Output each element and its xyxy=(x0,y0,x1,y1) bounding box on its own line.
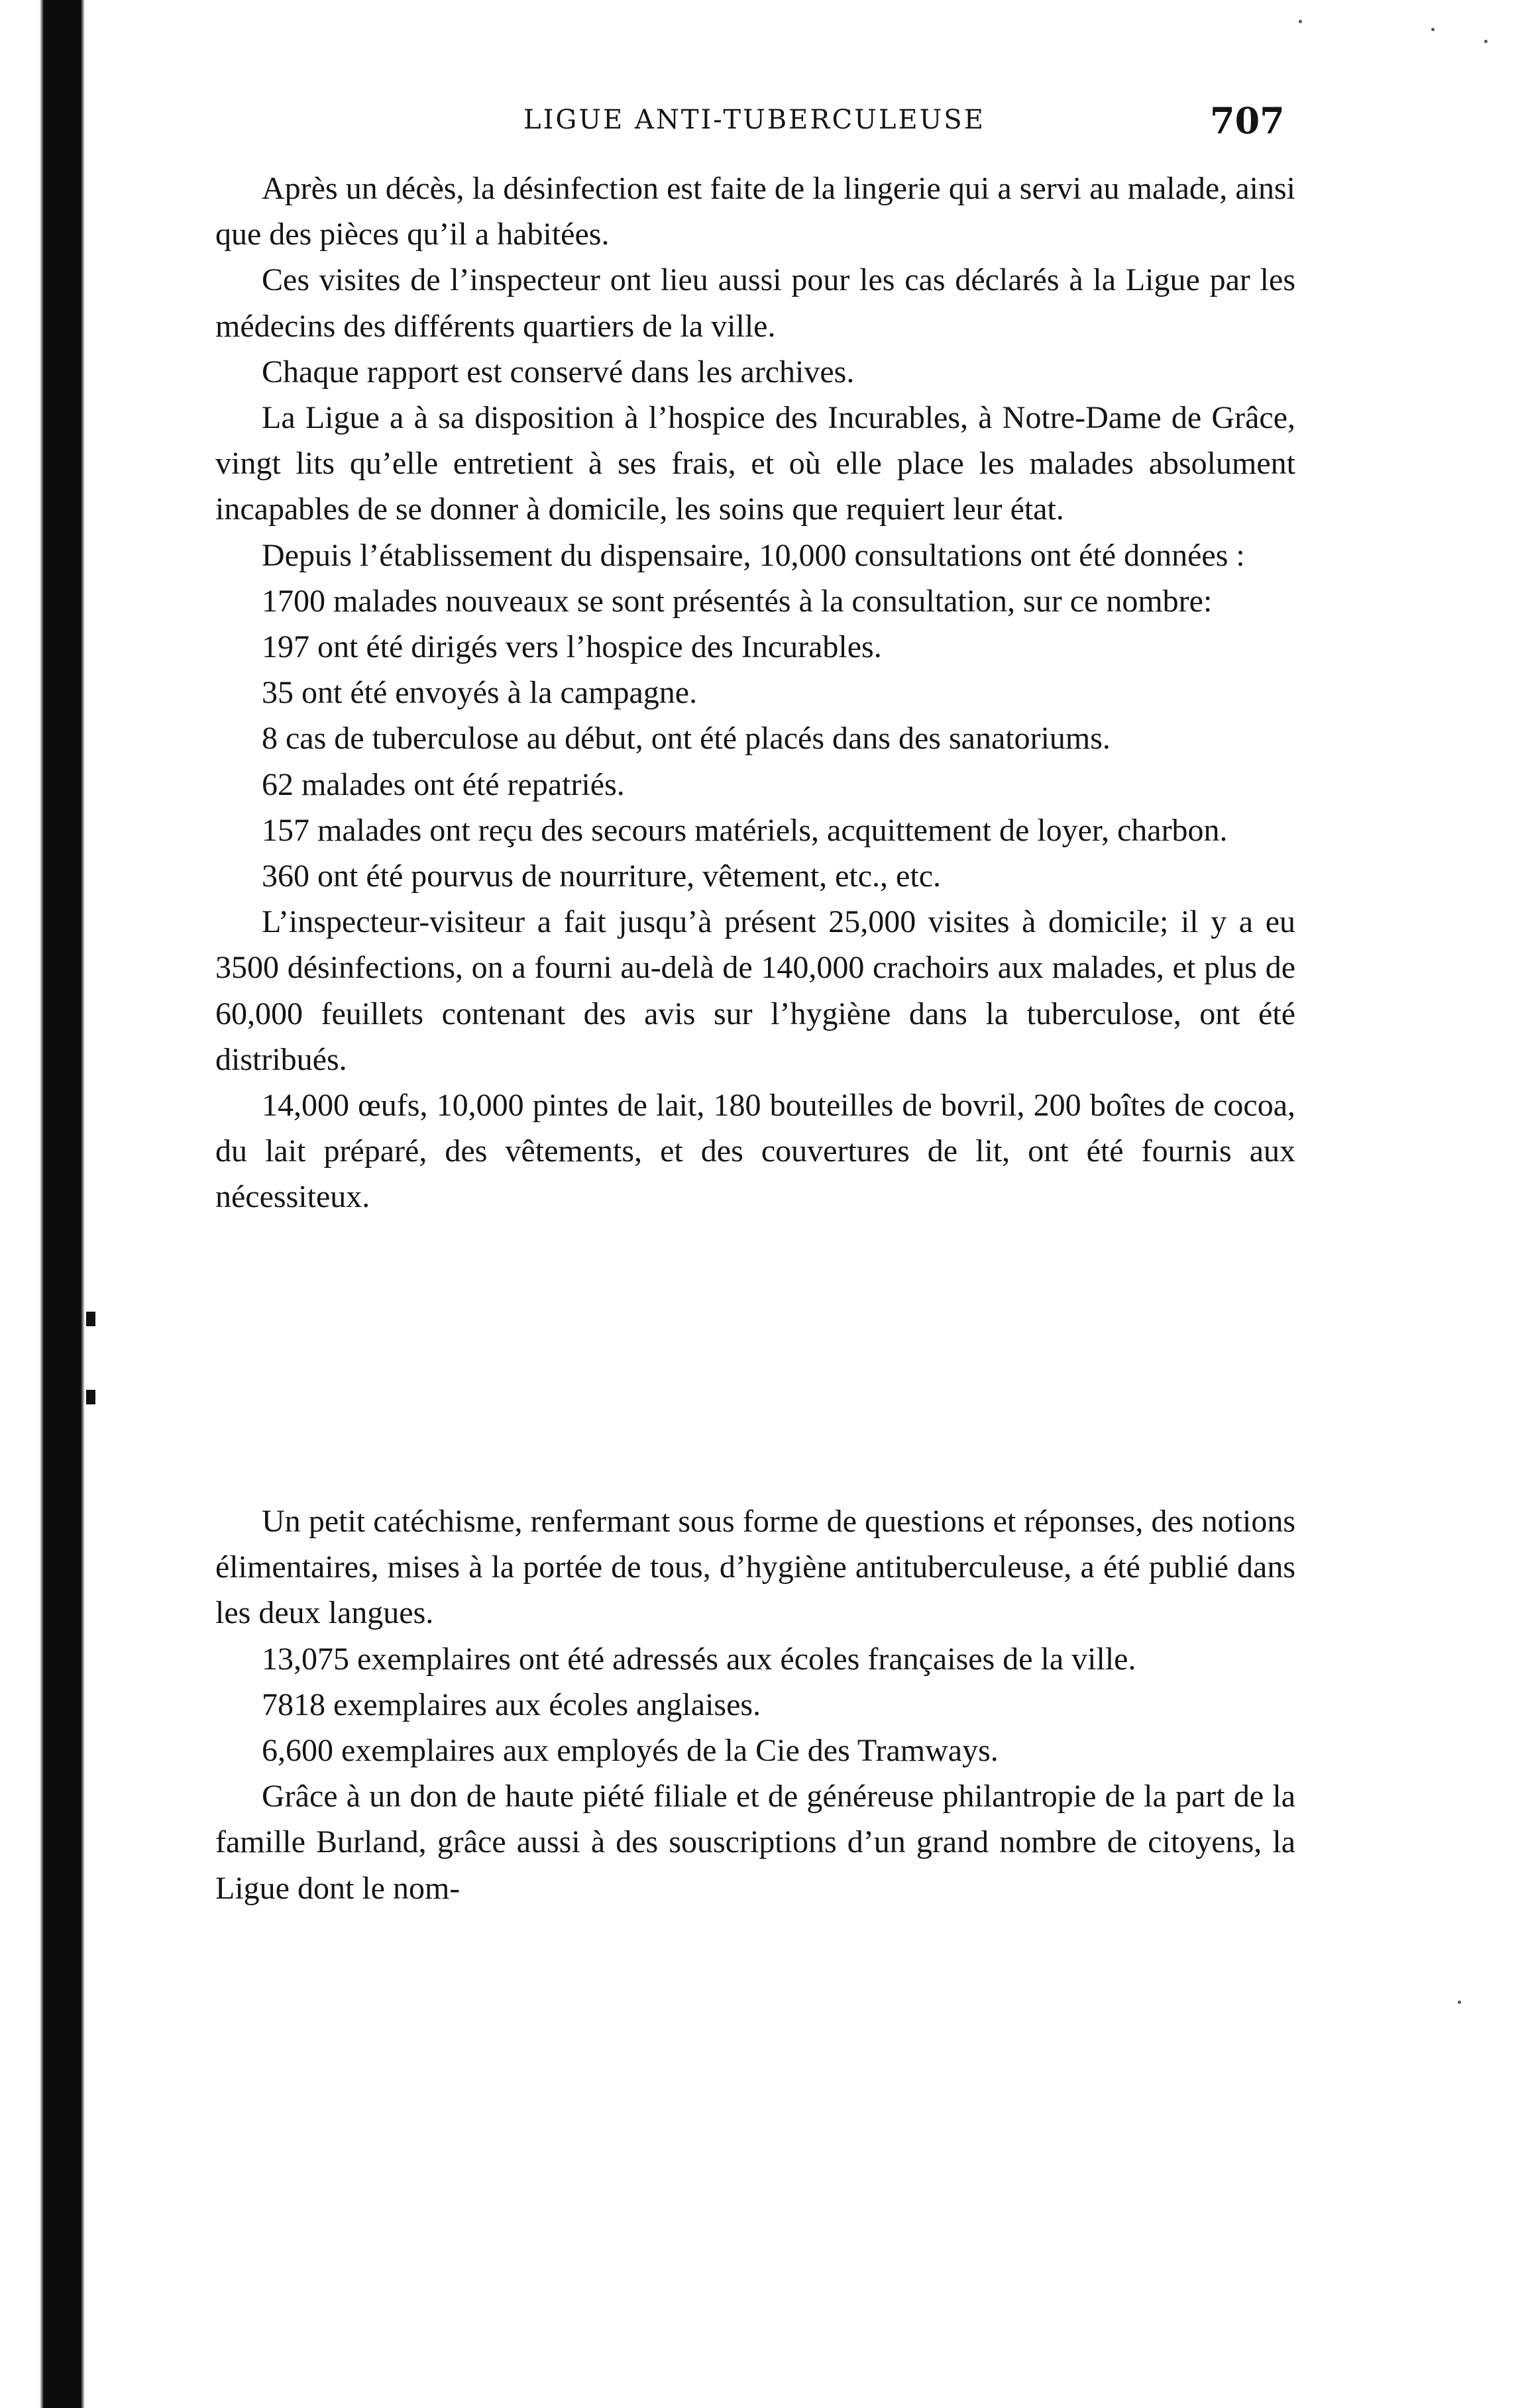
page-number: 707 xyxy=(1210,99,1285,142)
paragraph: 1700 malades nouveaux se sont présentés à la consultation, sur ce nombre: xyxy=(262,583,1213,619)
paragraph: 360 ont été pourvus de nourriture, vêtement, etc., etc. xyxy=(262,859,941,894)
paragraph: 157 malades ont reçu des secours matériels, acquittement de loyer, charbon. xyxy=(262,812,1228,848)
running-head: LIGUE ANTI-TUBERCULEUSE xyxy=(523,105,985,135)
paragraph: La Ligue a à sa disposition à l’hospice des Incurables, à Notre-Dame de Grâce, vingt lits qu’elle entretient à ses frais, et où elle place les malades absolument incapables de se donner à domicile, les soins que requiert leur état. xyxy=(215,400,1295,527)
paragraph: Après un décès, la désinfection est faite de la lingerie qui a servi au malade, ainsi que des pièces qu’il a habitées. xyxy=(215,171,1295,252)
binding-mark xyxy=(86,1312,95,1326)
paragraph: 197 ont été dirigés vers l’hospice des Incurables. xyxy=(262,629,882,665)
paragraph: 62 malades ont été repatriés. xyxy=(262,766,625,802)
body-text xyxy=(215,166,1295,1220)
paragraph: 14,000 œufs, 10,000 pintes de lait, 180 bouteilles de bovril, 200 boîtes de cocoa, du lait préparé, des vêtements, et des couvertures de lit, ont été fournis aux nécessiteux. xyxy=(215,1088,1295,1215)
paragraph: 7818 exemplaires aux écoles anglaises. xyxy=(262,1687,761,1722)
binding-mark xyxy=(86,1390,95,1404)
paragraph: 6,600 exemplaires aux employés de la Cie des Tramways. xyxy=(262,1733,999,1769)
paragraph: Grâce à un don de haute piété filiale et de généreuse philantropie de la part de la famille Burland, grâce aussi à des souscriptions d’un grand nombre de citoyens, la Ligue dont le nom- xyxy=(215,1779,1295,1906)
paragraph: L’inspecteur-visiteur a fait jusqu’à présent 25,000 visites à domicile; il y a eu 3500 désinfections, on a fourni au-delà de 140,000 crachoirs aux malades, et plus de 60,000 feuillets contenant des avis sur l’hygiène dans la tuberculose, ont été distribués. xyxy=(215,904,1295,1077)
paragraph: 13,075 exemplaires ont été adressés aux écoles françaises de la ville. xyxy=(262,1641,1136,1677)
paragraph: Un petit catéchisme, renfermant sous forme de questions et réponses, des notions élimentaires, mises à la portée de tous, d’hygiène antituberculeuse, a été publié dans les deux langues. xyxy=(215,1504,1295,1631)
paragraph: 35 ont été envoyés à la campagne. xyxy=(262,675,698,711)
paper-speck xyxy=(1458,2001,1461,2004)
paper-speck xyxy=(1431,28,1435,31)
binding-edge xyxy=(0,0,85,2408)
body-text-after-break xyxy=(215,1498,1295,1911)
paragraph: Ces visites de l’inspecteur ont lieu aussi pour les cas déclarés à la Ligue par les médecins des différents quartiers de la ville. xyxy=(215,262,1295,344)
paper-speck xyxy=(1299,20,1302,23)
paragraph: Chaque rapport est conservé dans les archives. xyxy=(262,354,855,390)
paper-speck xyxy=(1484,40,1488,43)
paragraph: 8 cas de tuberculose au début, ont été placés dans des sanatoriums. xyxy=(262,721,1111,757)
paragraph: Depuis l’établissement du dispensaire, 10,000 consultations ont été données : xyxy=(262,537,1245,573)
